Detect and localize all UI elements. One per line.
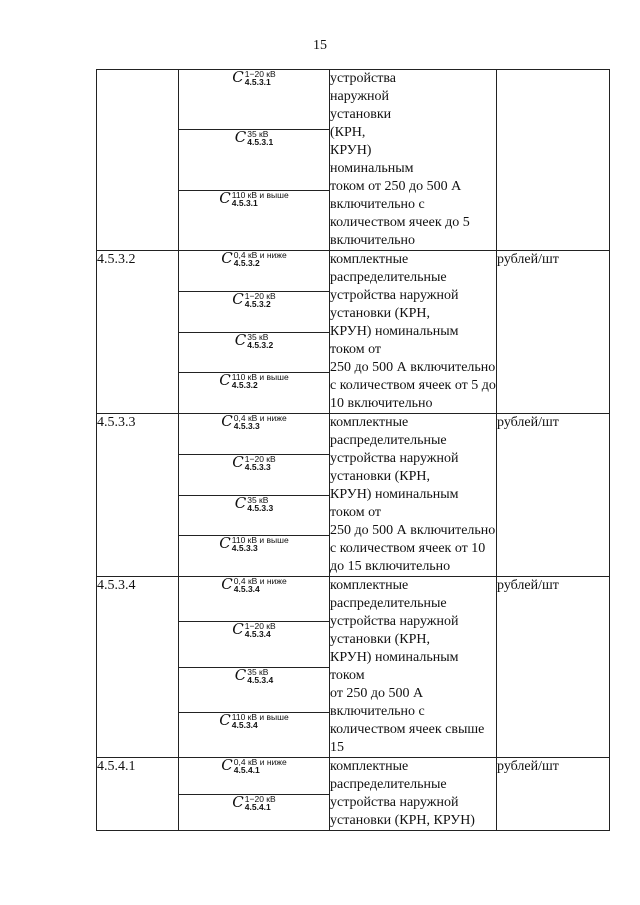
rate-formula	[221, 577, 286, 594]
voltage-superscript: 0,4 кВ и ниже	[233, 413, 287, 423]
rate-formula	[221, 758, 286, 775]
item-subscript: 4.5.3.3	[233, 421, 260, 431]
voltage-superscript: 110 кВ и выше	[231, 189, 289, 200]
tariff-table-body	[97, 70, 610, 831]
item-subscript: 4.5.3.1	[231, 197, 258, 208]
formula-base: C	[221, 412, 233, 430]
voltage-superscript: 1−20 кВ	[244, 453, 276, 464]
rate-formula	[221, 251, 286, 268]
rate-symbol-cell	[179, 794, 330, 831]
tariff-code: 4.5.3.3	[97, 414, 179, 577]
item-subscript: 4.5.3.4	[244, 629, 271, 640]
formula-base: C	[221, 249, 233, 267]
voltage-superscript: 1−20 кВ	[244, 621, 276, 632]
voltage-superscript: 110 кВ и выше	[231, 372, 289, 383]
rate-symbol-cell	[179, 190, 330, 250]
voltage-superscript: 1−20 кВ	[244, 290, 276, 301]
formula-base: C	[234, 128, 247, 147]
voltage-superscript: 0,4 кВ и ниже	[233, 576, 287, 586]
rate-formula	[232, 70, 275, 87]
tariff-code	[97, 70, 179, 251]
rate-formula	[219, 710, 289, 730]
table-row	[97, 251, 610, 292]
item-subscript: 4.5.3.4	[231, 719, 258, 730]
voltage-superscript: 110 кВ и выше	[231, 535, 289, 546]
voltage-superscript: 0,4 кВ и ниже	[233, 250, 287, 260]
rate-symbol-cell	[179, 130, 330, 190]
formula-base: C	[219, 188, 231, 207]
unit-of-measure	[497, 70, 610, 251]
unit-of-measure: рублей/шт	[497, 251, 610, 414]
rate-formula	[234, 330, 274, 350]
voltage-superscript: 1−20 кВ	[244, 69, 276, 79]
voltage-superscript: 35 кВ	[247, 494, 269, 505]
item-description: устройства наружной установки (КРН, КРУН) номинальным током от 250 до 500 А включительно с количеством ячеек до 5 включительно	[330, 70, 497, 251]
rate-formula	[219, 536, 288, 553]
item-subscript: 4.5.3.3	[231, 543, 258, 554]
tariff-code: 4.5.3.2	[97, 251, 179, 414]
rate-symbol-cell	[179, 712, 330, 757]
rate-symbol-cell	[179, 454, 330, 495]
rate-formula	[234, 665, 274, 685]
item-description: комплектные распределительные устройства наружной установки (КРН, КРУН)	[330, 758, 497, 831]
rate-symbol-cell	[179, 536, 330, 577]
unit-of-measure: рублей/шт	[497, 414, 610, 577]
formula-base: C	[219, 371, 231, 390]
tariff-table	[96, 69, 610, 831]
voltage-superscript: 35 кВ	[247, 331, 269, 342]
rate-symbol-cell	[179, 291, 330, 332]
rate-formula	[232, 452, 276, 472]
rate-symbol-cell	[179, 70, 330, 130]
tariff-code: 4.5.3.4	[97, 577, 179, 758]
voltage-superscript: 35 кВ	[247, 666, 269, 677]
rate-symbol-cell	[179, 622, 330, 667]
table-row	[97, 414, 610, 455]
table-row	[97, 577, 610, 622]
formula-base: C	[234, 330, 247, 349]
unit-of-measure: рублей/шт	[497, 758, 610, 831]
page-number: 15	[313, 38, 327, 53]
rate-formula	[235, 130, 273, 147]
item-description: комплектные распределительные устройства наружной установки (КРН, КРУН) номинальным током от 250 до 500 А включительно с количеством ячеек свыше 15	[330, 577, 497, 758]
item-subscript: 4.5.3.3	[247, 502, 274, 513]
voltage-superscript: 0,4 кВ и ниже	[233, 757, 287, 767]
formula-base: C	[219, 710, 231, 729]
rate-formula	[232, 622, 275, 639]
formula-base: C	[232, 620, 244, 639]
rate-symbol-cell	[179, 332, 330, 373]
formula-base: C	[232, 68, 244, 86]
formula-base: C	[232, 289, 244, 308]
rate-symbol-cell	[179, 251, 330, 292]
formula-base: C	[219, 534, 231, 553]
item-subscript: 4.5.3.4	[233, 584, 260, 594]
item-subscript: 4.5.3.2	[244, 298, 271, 309]
formula-base: C	[232, 452, 244, 471]
voltage-superscript: 110 кВ и выше	[231, 711, 289, 722]
item-subscript: 4.5.3.1	[244, 77, 271, 87]
item-subscript: 4.5.3.4	[247, 674, 274, 685]
rate-formula	[232, 792, 276, 812]
rate-symbol-cell	[179, 414, 330, 455]
formula-base: C	[234, 493, 247, 512]
rate-formula	[219, 188, 289, 208]
item-subscript: 4.5.3.1	[247, 137, 274, 148]
table-row	[97, 758, 610, 795]
formula-base: C	[232, 792, 244, 811]
rate-formula	[232, 289, 276, 309]
table-row	[97, 70, 610, 130]
voltage-superscript: 1−20 кВ	[244, 793, 276, 804]
rate-symbol-cell	[179, 495, 330, 536]
item-subscript: 4.5.3.3	[244, 461, 271, 472]
tariff-code: 4.5.4.1	[97, 758, 179, 831]
rate-symbol-cell	[179, 373, 330, 414]
item-subscript: 4.5.3.2	[231, 380, 258, 391]
voltage-superscript: 35 кВ	[247, 129, 269, 140]
rate-symbol-cell	[179, 667, 330, 712]
item-subscript: 4.5.3.2	[247, 339, 274, 350]
formula-base: C	[234, 665, 247, 684]
item-subscript: 4.5.4.1	[233, 765, 260, 775]
rate-formula	[221, 414, 286, 431]
rate-symbol-cell	[179, 577, 330, 622]
rate-formula	[219, 373, 288, 390]
item-subscript: 4.5.4.1	[244, 801, 271, 812]
formula-base: C	[221, 575, 233, 593]
unit-of-measure: рублей/шт	[497, 577, 610, 758]
rate-symbol-cell	[179, 758, 330, 795]
item-description: комплектные распределительные устройства наружной установки (КРН, КРУН) номинальным током от 250 до 500 А включительно с количеством ячеек от 5 до 10 включительно	[330, 251, 497, 414]
formula-base: C	[221, 756, 233, 774]
rate-formula	[234, 493, 274, 513]
item-subscript: 4.5.3.2	[233, 258, 260, 268]
item-description: комплектные распределительные устройства наружной установки (КРН, КРУН) номинальным током от 250 до 500 А включительно с количеством ячеек от 10 до 15 включительно	[330, 414, 497, 577]
